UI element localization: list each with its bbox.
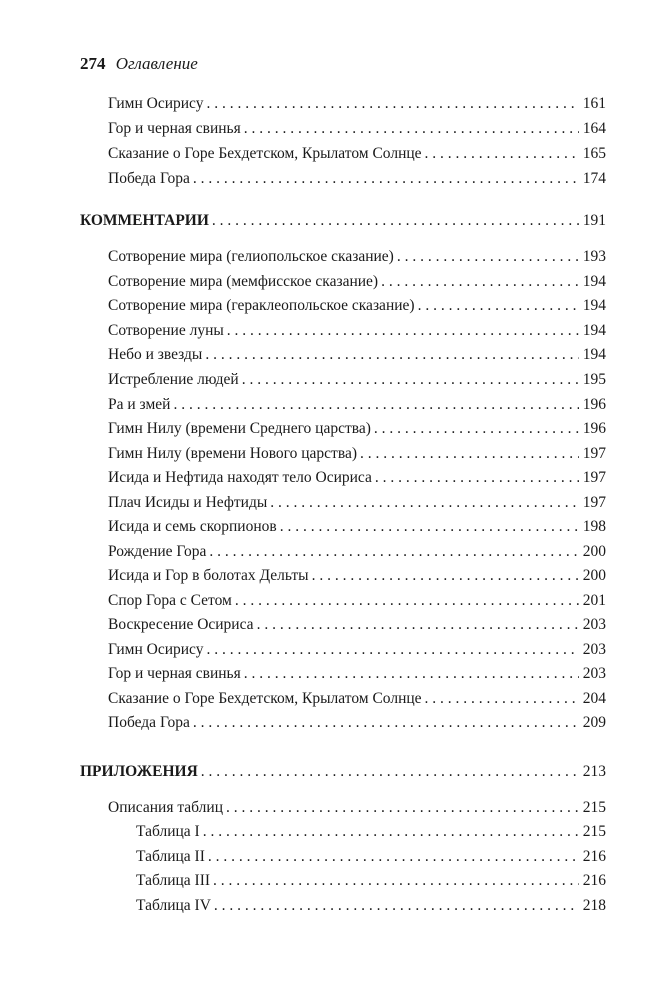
toc-entry: [136, 869, 606, 893]
toc-entry-title: Истребление людей: [108, 371, 239, 388]
toc-entry: [108, 393, 606, 417]
toc-entry: [108, 92, 606, 116]
toc-entry: [108, 417, 606, 441]
toc-entry-page: 191: [582, 212, 606, 229]
dot-leader: [208, 845, 579, 869]
toc-entry-page: 213: [582, 763, 606, 780]
toc-entry-title: Небо и звезды: [108, 346, 203, 363]
toc-entry-page: 216: [582, 872, 606, 889]
toc-entry-title: Сотворение мира (мемфисское сказание): [108, 273, 379, 290]
toc-entry: [108, 638, 606, 662]
toc-entry-page: 174: [582, 170, 606, 187]
toc-entry-page: 201: [582, 592, 606, 609]
dot-leader: [173, 393, 579, 417]
toc-entry: [108, 711, 606, 735]
toc-entry-title: Сказание о Горе Бехдетском, Крылатом Солнце: [108, 145, 422, 162]
toc-entry-title: КОММЕНТАРИИ: [80, 212, 209, 229]
toc-entry-title: Описания таблиц: [108, 799, 223, 816]
dot-leader: [270, 491, 579, 515]
dot-leader: [244, 117, 579, 141]
toc-entry-page: 164: [582, 120, 606, 137]
toc-entry-title: Исида и Нефтида находят тело Осириса: [108, 469, 372, 486]
toc-entry: [136, 894, 606, 918]
toc-entry-page: 209: [582, 714, 606, 731]
toc-entry-title: ПРИЛОЖЕНИЯ: [80, 763, 198, 780]
toc-entry: [136, 845, 606, 869]
toc-entry: [108, 245, 606, 269]
toc-section-heading: [80, 760, 606, 784]
toc-entry: [108, 368, 606, 392]
dot-leader: [280, 515, 579, 539]
dot-leader: [203, 820, 579, 844]
dot-leader: [425, 687, 579, 711]
toc-entry-page: 203: [582, 641, 606, 658]
dot-leader: [205, 343, 579, 367]
toc-entry-title: Воскресение Осириса: [108, 616, 254, 633]
toc-entry: [108, 343, 606, 367]
dot-leader: [374, 417, 579, 441]
toc-entry-page: 203: [582, 665, 606, 682]
dot-leader: [312, 564, 579, 588]
toc-entry: [108, 687, 606, 711]
toc-entry-page: 216: [582, 848, 606, 865]
toc-entry-title: Победа Гора: [108, 714, 190, 731]
toc-entry: [108, 662, 606, 686]
dot-leader: [226, 796, 579, 820]
toc-entry-title: Гимн Нилу (времени Среднего царства): [108, 420, 371, 437]
dot-leader: [244, 662, 579, 686]
dot-leader: [257, 613, 579, 637]
dot-leader: [193, 711, 579, 735]
dot-leader: [209, 540, 579, 564]
toc-entry-page: 197: [582, 469, 606, 486]
toc-entry-title: Исида и семь скорпионов: [108, 518, 277, 535]
toc-entry: [108, 613, 606, 637]
toc-entry-title: Плач Исиды и Нефтиды: [108, 494, 268, 511]
dot-leader: [242, 368, 579, 392]
toc-entry-page: 198: [582, 518, 606, 535]
dot-leader: [360, 442, 579, 466]
toc-entry-title: Гимн Нилу (времени Нового царства): [108, 445, 357, 462]
toc-entry: [108, 589, 606, 613]
toc-entry: [108, 142, 606, 166]
toc-entry-page: 194: [582, 273, 606, 290]
toc-entry-title: Ра и змей: [108, 396, 171, 413]
toc-entry-title: Таблица IV: [136, 897, 211, 914]
page-title: Оглавление: [115, 54, 198, 73]
toc-entry-title: Гор и черная свинья: [108, 120, 241, 137]
page-number: 274: [80, 54, 106, 73]
toc-entry-page: 215: [582, 799, 606, 816]
toc-entry-title: Таблица III: [136, 872, 211, 889]
toc-entry-title: Спор Гора с Сетом: [108, 592, 232, 609]
dot-leader: [206, 92, 579, 116]
toc-entry-page: 197: [582, 494, 606, 511]
toc-section-heading: [80, 209, 606, 233]
toc-entry: [108, 270, 606, 294]
toc-entry: [108, 466, 606, 490]
toc-entry-page: 161: [582, 95, 606, 112]
dot-leader: [201, 760, 579, 784]
toc-entry-title: Гимн Осирису: [108, 641, 204, 658]
toc-entry-title: Гимн Осирису: [108, 95, 204, 112]
toc-entry-page: 203: [582, 616, 606, 633]
dot-leader: [418, 294, 579, 318]
toc-entry-title: Сотворение луны: [108, 322, 224, 339]
toc-entry-title: Таблица II: [136, 848, 205, 865]
toc-entry-page: 195: [582, 371, 606, 388]
toc-entry: [108, 442, 606, 466]
dot-leader: [206, 638, 579, 662]
dot-leader: [425, 142, 579, 166]
toc-entry-page: 193: [582, 248, 606, 265]
toc-entry-page: 215: [582, 823, 606, 840]
dot-leader: [227, 319, 579, 343]
toc-entry: [136, 820, 606, 844]
toc-entry: [108, 294, 606, 318]
toc-entry-title: Исида и Гор в болотах Дельты: [108, 567, 309, 584]
toc-entry-page: 165: [582, 145, 606, 162]
toc-entry: [108, 564, 606, 588]
toc-entry-page: 196: [582, 396, 606, 413]
toc-entry-title: Гор и черная свинья: [108, 665, 241, 682]
toc-entry-title: Рождение Гора: [108, 543, 207, 560]
dot-leader: [375, 466, 579, 490]
toc-entry-title: Сотворение мира (гелиопольское сказание): [108, 248, 394, 265]
toc-entry-page: 200: [582, 543, 606, 560]
toc-entry: [108, 167, 606, 191]
dot-leader: [193, 167, 579, 191]
toc-entry-title: Победа Гора: [108, 170, 190, 187]
dot-leader: [213, 869, 579, 893]
toc-entry: [108, 319, 606, 343]
toc-entry: [108, 796, 606, 820]
dot-leader: [381, 270, 579, 294]
toc-entry: [108, 515, 606, 539]
dot-leader: [214, 894, 579, 918]
toc-entry-title: Сотворение мира (гераклеопольское сказание): [108, 297, 415, 314]
toc-entry-title: Сказание о Горе Бехдетском, Крылатом Солнце: [108, 690, 422, 707]
toc-entry: [108, 491, 606, 515]
toc-entry-page: 200: [582, 567, 606, 584]
dot-leader: [397, 245, 579, 269]
toc-entry-page: 194: [582, 346, 606, 363]
dot-leader: [235, 589, 579, 613]
toc-entry-page: 204: [582, 690, 606, 707]
toc-entry-page: 196: [582, 420, 606, 437]
toc-entry-title: Таблица I: [136, 823, 200, 840]
toc-entry-page: 194: [582, 322, 606, 339]
toc-entry-page: 197: [582, 445, 606, 462]
dot-leader: [212, 209, 579, 233]
toc-entry-page: 218: [582, 897, 606, 914]
toc-entry: [108, 117, 606, 141]
toc-entry-page: 194: [582, 297, 606, 314]
toc-entry: [108, 540, 606, 564]
